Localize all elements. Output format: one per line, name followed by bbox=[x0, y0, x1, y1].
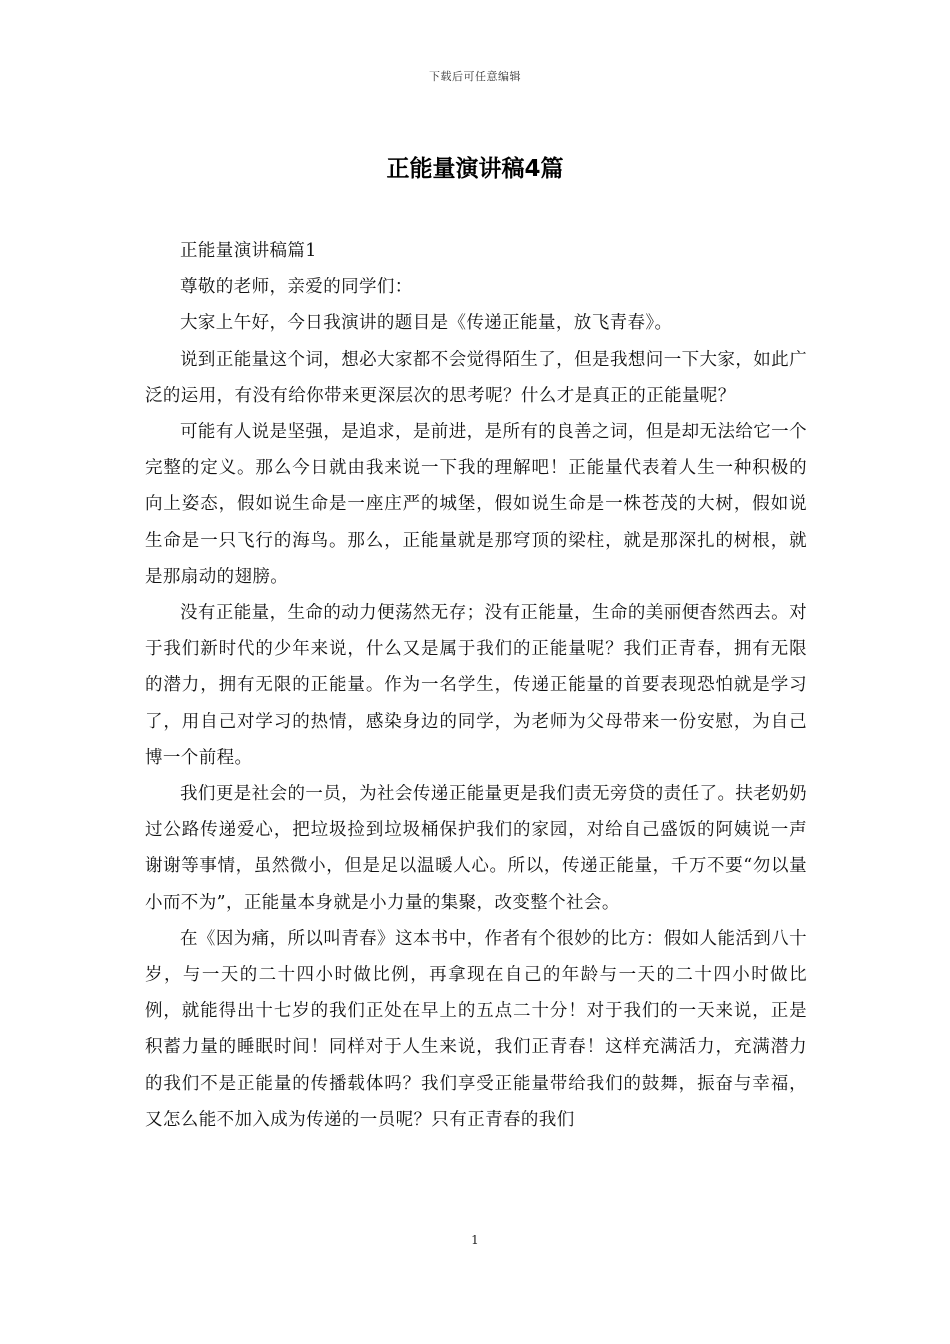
salutation: 尊敬的老师，亲爱的同学们： bbox=[180, 277, 413, 298]
body-paragraph: 可能有人说是坚强，是追求，是前进，是所有的良善之词，但是却无法给它一个完整的定义。那么今日就由我来说一下我的理解吧！正能量代表着人生一种积极的向上姿态，假如说生命是一座庄严的城堡，假如说生命是一株苍茂的大树，假如说生命是一只飞行的海鸟。那么，正能量就是那穹顶的梁柱，就是那深扎的树根，就是那扇动的翅膀。 bbox=[145, 422, 807, 587]
header-note: 下载后可任意编辑 bbox=[429, 70, 521, 83]
body-paragraph: 没有正能量，生命的动力便荡然无存；没有正能量，生命的美丽便杳然西去。对于我们新时代的少年来说，什么又是属于我们的正能量呢？我们正青春，拥有无限的潜力，拥有无限的正能量。作为一名学生，传递正能量的首要表现恐怕就是学习了，用自己对学习的热情，感染身边的同学，为老师为父母带来一份安慰，为自己博一个前程。 bbox=[145, 603, 807, 768]
body-paragraph: 在《因为痛，所以叫青春》这本书中，作者有个很妙的比方：假如人能活到八十岁，与一天的二十四小时做比例，再拿现在自己的年龄与一天的二十四小时做比例，就能得出十七岁的我们正处在早上的五点二十分！对于我们的一天来说，正是积蓄力量的睡眠时间！同样对于人生来说，我们正青春！这样充满活力，充满潜力的我们不是正能量的传播载体吗？我们享受正能量带给我们的鼓舞，振奋与幸福，又怎么能不加入成为传递的一员呢？只有正青春的我们 bbox=[145, 928, 807, 1130]
body-paragraph: 说到正能量这个词，想必大家都不会觉得陌生了，但是我想问一下大家，如此广泛的运用，有没有给你带来更深层次的思考呢？什么才是真正的正能量呢？ bbox=[145, 349, 807, 406]
body-paragraph: 大家上午好，今日我演讲的题目是《传递正能量，放飞青春》。 bbox=[180, 313, 673, 334]
document-title: 正能量演讲稿4篇 bbox=[386, 156, 564, 182]
document-body bbox=[145, 233, 807, 1138]
page-number: 1 bbox=[471, 1233, 479, 1247]
section-heading: 正能量演讲稿篇1 bbox=[180, 241, 317, 261]
body-paragraph: 我们更是社会的一员，为社会传递正能量更是我们责无旁贷的责任了。扶老奶奶过公路传递爱心，把垃圾捡到垃圾桶保护我们的家园，对给自己盛饭的阿姨说一声谢谢等事情，虽然微小，但是足以温暖人心。所以，传递正能量，千万不要“勿以量小而不为”，正能量本身就是小力量的集聚，改变整个社会。 bbox=[145, 784, 807, 913]
